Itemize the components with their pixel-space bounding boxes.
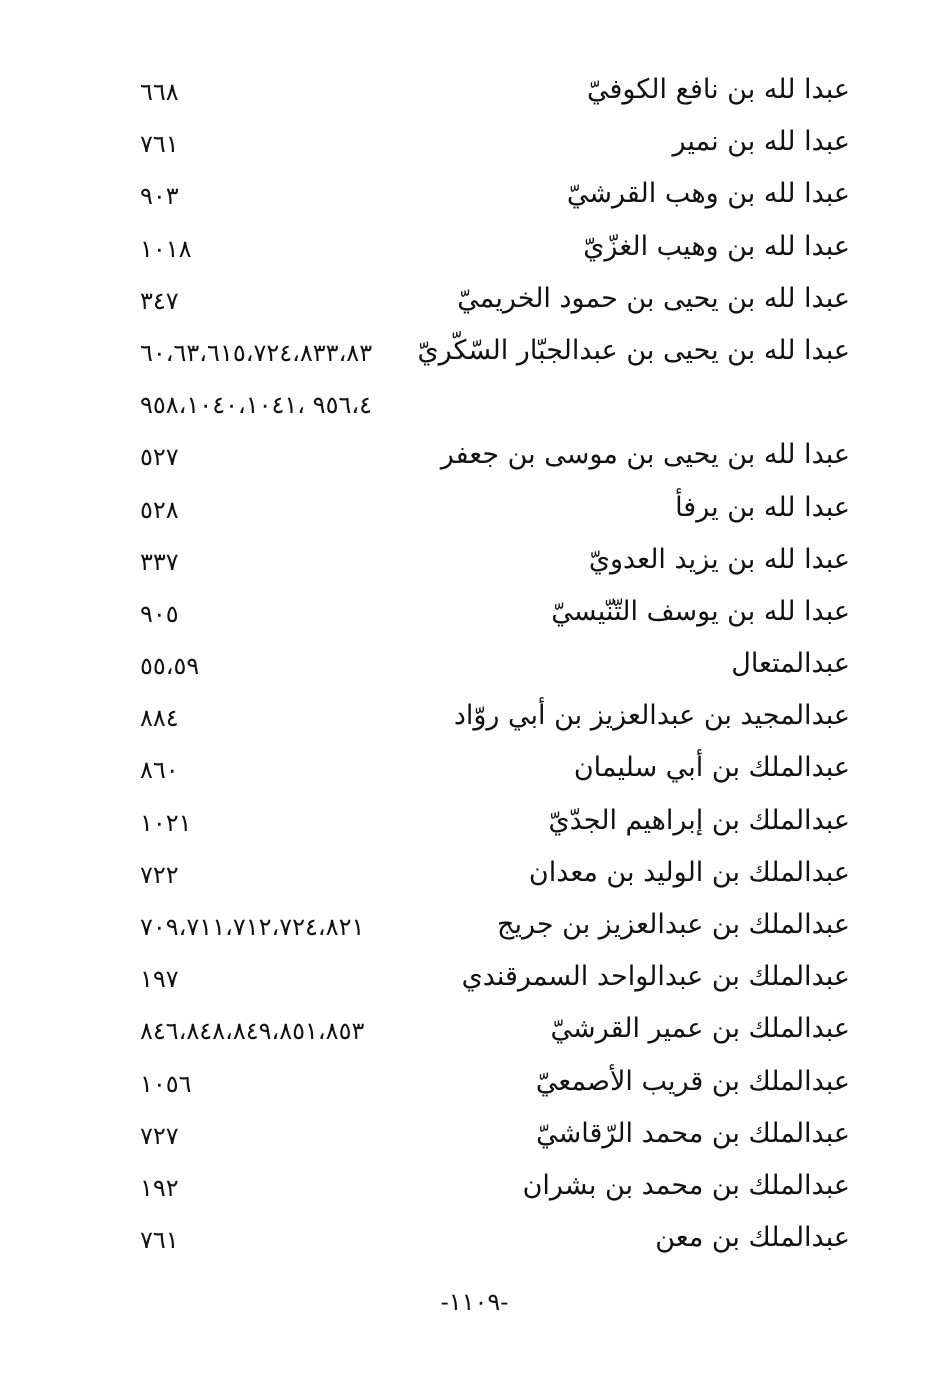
page-number-line: ٥٢٧ [140, 443, 179, 472]
index-entry [130, 899, 850, 951]
index-entry [130, 1212, 850, 1264]
index-entry [130, 221, 850, 273]
entry-name: عبدا لله بن يوسف التّنّيسيّ [551, 595, 850, 627]
index-entry [130, 1056, 850, 1108]
index-entry [130, 795, 850, 847]
entry-name: عبدا لله بن يحيى بن عبدالجبّار السّكّريّ [417, 334, 850, 366]
page-number-line: ١٠٥٦ [140, 1069, 192, 1098]
entry-name: عبدا لله بن وهيب الغزّيّ [583, 230, 850, 262]
page-number-line: ٩٠٣ [140, 182, 179, 211]
page-number-line: ٨٨٤ [140, 704, 179, 733]
page-number-line: ٦٠،٦٣،٦١٥،٧٢٤،٨٣٣،٨٣ [140, 338, 373, 367]
index-entry [130, 586, 850, 638]
name-index-list [130, 64, 850, 1264]
entry-name: عبدالملك بن إبراهيم الجدّيّ [548, 804, 850, 836]
index-entry [130, 325, 850, 429]
index-entry [130, 690, 850, 742]
page-number-line: ٥٢٨ [140, 495, 179, 524]
page-number-line: ٣٣٧ [140, 547, 179, 576]
index-entry [130, 847, 850, 899]
entry-name: عبدالملك بن محمد الرّقاشيّ [536, 1117, 850, 1149]
entry-name: عبدالملك بن محمد بن بشران [522, 1169, 850, 1201]
page-number-line: ٦٦٨ [140, 78, 179, 106]
page-number-line: ١٩٢ [140, 1173, 179, 1202]
entry-name: عبدا لله بن يحيى بن حمود الخريميّ [457, 282, 850, 314]
page-number-line: ٧٦١ [140, 130, 179, 159]
index-entry [130, 534, 850, 586]
entry-name: عبدالملك بن أبي سليمان [573, 752, 850, 784]
page-number-line: ٧٠٩،٧١١،٧١٢،٧٢٤،٨٢١ [140, 913, 365, 942]
entry-name: عبدا لله بن وهب القرشيّ [566, 178, 850, 210]
page-number-line: ١٩٧ [140, 965, 179, 994]
page-number: -١١٠٩- [440, 1288, 509, 1316]
index-entry [130, 1160, 850, 1212]
entry-name: عبدالملك بن معن [655, 1222, 850, 1254]
index-entry [130, 638, 850, 690]
page-number-line: ٧٦١ [140, 1226, 179, 1255]
entry-name: عبدالملك بن عبدالواحد السمرقندي [461, 961, 850, 993]
entry-page-numbers [140, 335, 470, 439]
entry-name: عبدالمتعال [731, 648, 850, 680]
entry-name: عبدا لله بن نمير [672, 126, 850, 158]
entry-name: عبدا لله بن يحيى بن موسى بن جعفر [440, 439, 850, 471]
entry-name: عبدا لله بن يزيد العدويّ [588, 543, 850, 575]
index-entry [130, 951, 850, 1003]
index-entry [130, 1108, 850, 1160]
page-number-line: ٧٢٧ [140, 1121, 179, 1150]
page-number-line: ٥٥،٥٩ [140, 652, 200, 681]
entry-name: عبدالملك بن الوليد بن معدان [528, 856, 850, 888]
index-entry [130, 742, 850, 794]
entry-name: عبدالمجيد بن عبدالعزيز بن أبي روّاد [453, 700, 850, 732]
page-number-line: ١٠١٨ [140, 234, 192, 263]
index-entry [130, 482, 850, 534]
page-number-line: ٣٤٧ [140, 286, 179, 315]
index-entry [130, 168, 850, 220]
entry-name: عبدالملك بن قريب الأصمعيّ [535, 1065, 850, 1097]
page-number-line: ١٠٢١ [140, 808, 192, 837]
index-entry [130, 273, 850, 325]
index-entry [130, 1003, 850, 1055]
page-number-line: ٧٢٢ [140, 860, 179, 889]
page-number-line: ٨٤٦،٨٤٨،٨٤٩،٨٥١،٨٥٣ [140, 1017, 365, 1046]
entry-name: عبدا لله بن يرفأ [675, 491, 850, 523]
entry-page-numbers [140, 1222, 179, 1274]
page-number-line: ٩٠٥ [140, 599, 179, 628]
entry-name: عبدالملك بن عمير القرشيّ [550, 1013, 850, 1045]
index-entry [130, 429, 850, 481]
page-number-line: ٨٦٠ [140, 756, 179, 785]
entry-name: عبدالملك بن عبدالعزيز بن جريج [497, 909, 850, 941]
index-entry [130, 116, 850, 168]
entry-name: عبدا لله بن نافع الكوفيّ [587, 74, 850, 105]
page-number-line: ٩٥٦،٤ ،٩٥٨،١٠٤٠،١٠٤١ [140, 390, 372, 419]
index-entry [130, 64, 850, 116]
